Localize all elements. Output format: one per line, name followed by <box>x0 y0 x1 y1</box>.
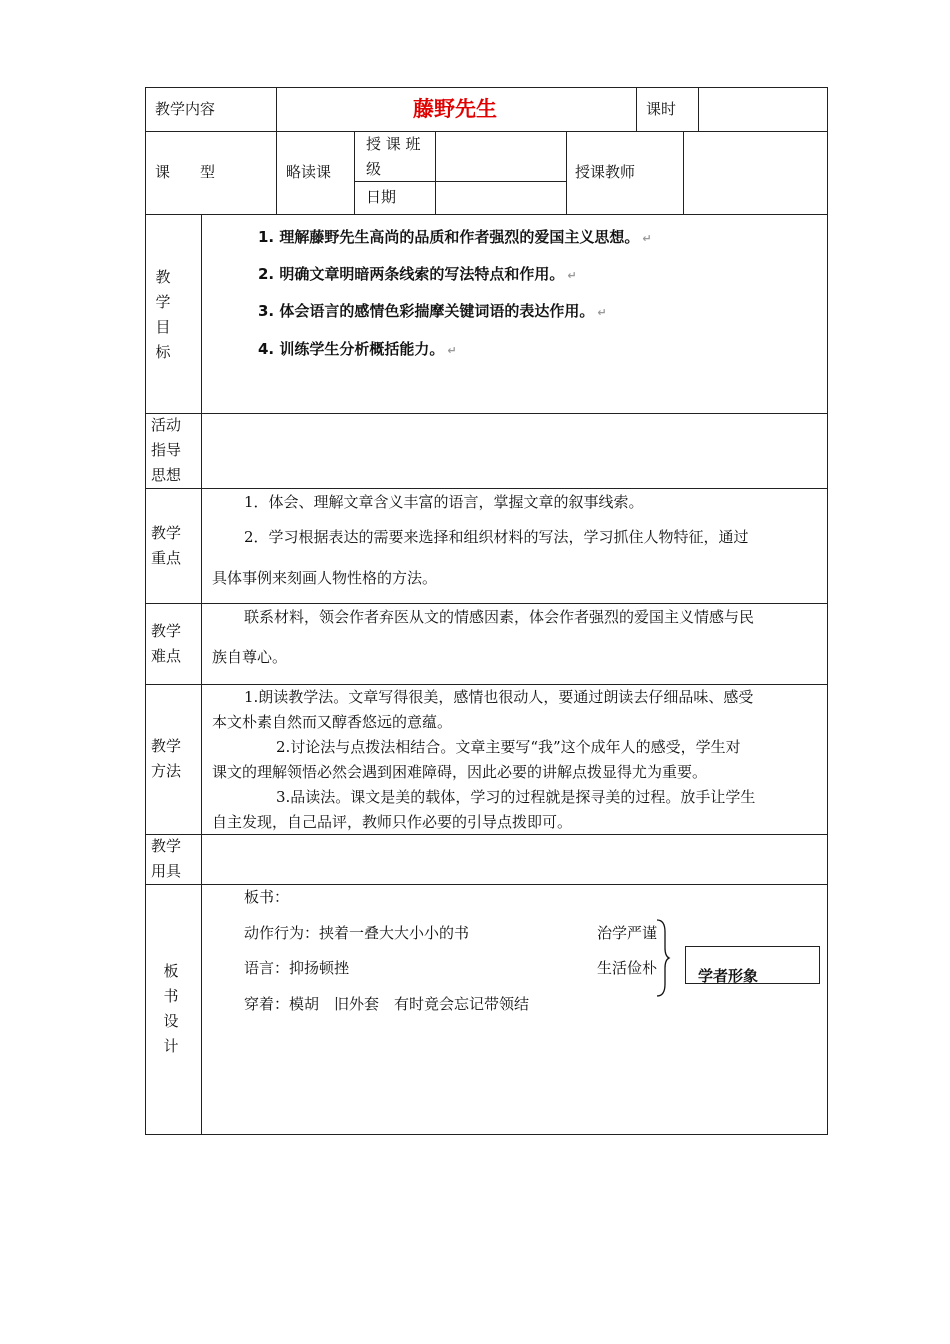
rule-top <box>145 87 828 88</box>
rule-label-col <box>201 214 202 1135</box>
type-label: 课 型 <box>155 163 216 181</box>
rule-r1-a <box>276 87 277 131</box>
hours-label: 课时 <box>646 100 677 118</box>
tools-label: 教学 用具 <box>151 837 182 880</box>
rule-r2-a <box>276 131 277 214</box>
rule-r2-c <box>435 131 436 214</box>
rule-r2-d <box>566 131 567 214</box>
rule-r2-e <box>683 131 684 214</box>
scholar-image-label: 学者形象 <box>698 967 759 985</box>
key-point-line: 2．学习根据表达的需要来选择和组织材料的写法，学习抓住人物特征，通过 <box>244 528 749 546</box>
board-trait-frugal: 生活俭朴 <box>597 959 658 977</box>
teacher-label: 授课教师 <box>575 163 636 181</box>
objective-item: 4. 训练学生分析概括能力。 ↵ <box>258 340 457 358</box>
objective-item: 1. 理解藤野先生高尚的品质和作者强烈的爱国主义思想。 ↵ <box>258 228 652 246</box>
rule-left <box>145 87 146 1135</box>
rule-bottom <box>145 1134 828 1135</box>
difficulty-line: 族自尊心。 <box>212 648 288 666</box>
content-label: 教学内容 <box>155 100 216 118</box>
right-brace-icon <box>655 918 671 998</box>
type-value: 略读课 <box>286 163 332 181</box>
key-point-line: 具体事例来刻画人物性格的方法。 <box>212 569 438 587</box>
rule-row6 <box>145 684 828 685</box>
date-label: 日期 <box>366 188 397 206</box>
board-trait-rigorous: 治学严谨 <box>597 924 658 942</box>
methods-label: 教学 方法 <box>151 737 182 780</box>
board-heading: 板书： <box>244 888 290 906</box>
scholar-image-box <box>685 946 820 984</box>
class-label-line1: 授 课 班 <box>366 135 421 153</box>
method-line: 本文朴素自然而又醇香悠远的意蕴。 <box>212 713 453 731</box>
objective-item: 2. 明确文章明暗两条线索的写法特点和作用。 ↵ <box>258 265 577 283</box>
rule-row8 <box>145 884 828 885</box>
page-title: 藤野先生 <box>413 97 497 121</box>
rule-row1 <box>145 131 828 132</box>
objectives-label: 教 学 目 标 <box>155 268 171 361</box>
method-line: 2.讨论法与点拨法相结合。文章主要写“我”这个成年人的感受，学生对 <box>276 738 741 756</box>
rule-row5 <box>145 603 828 604</box>
board-action: 动作行为：挟着一叠大大小小的书 <box>244 924 470 942</box>
rule-row3 <box>145 413 828 414</box>
rule-r1-b <box>636 87 637 131</box>
rule-row4 <box>145 488 828 489</box>
board-language: 语言：抑扬顿挫 <box>244 959 350 977</box>
key-point-line: 1．体会、理解文章含义丰富的语言，掌握文章的叙事线索。 <box>244 493 644 511</box>
method-line: 3.品读法。课文是美的载体，学习的过程就是探寻美的过程。放手让学生 <box>276 788 756 806</box>
difficulty-line: 联系材料，领会作者弃医从文的情感因素，体会作者强烈的爱国主义情感与民 <box>244 608 755 626</box>
difficulties-label: 教学 难点 <box>151 622 182 665</box>
method-line: 课文的理解领悟必然会遇到困难障碍，因此必要的讲解点拨显得尤为重要。 <box>212 763 708 781</box>
rule-right <box>827 87 828 1135</box>
method-line: 自主发现，自己品评，教师只作必要的引导点拨即可。 <box>212 813 573 831</box>
class-label-line2: 级 <box>366 160 382 178</box>
board-dress: 穿着：模胡 旧外套 有时竟会忘记带领结 <box>244 995 530 1013</box>
rule-row2 <box>145 214 828 215</box>
board-label: 板 书 设 计 <box>163 962 179 1055</box>
rule-class-date <box>354 181 566 182</box>
rule-r1-c <box>698 87 699 131</box>
key-points-label: 教学 重点 <box>151 524 182 567</box>
objective-item: 3. 体会语言的感情色彩揣摩关键词语的表达作用。 ↵ <box>258 302 607 320</box>
rule-row7 <box>145 834 828 835</box>
method-line: 1.朗读教学法。文章写得很美，感情也很动人，要通过朗读去仔细品味、感受 <box>244 688 754 706</box>
activity-label: 活动 指导 思想 <box>151 416 182 484</box>
rule-r2-b <box>354 131 355 214</box>
